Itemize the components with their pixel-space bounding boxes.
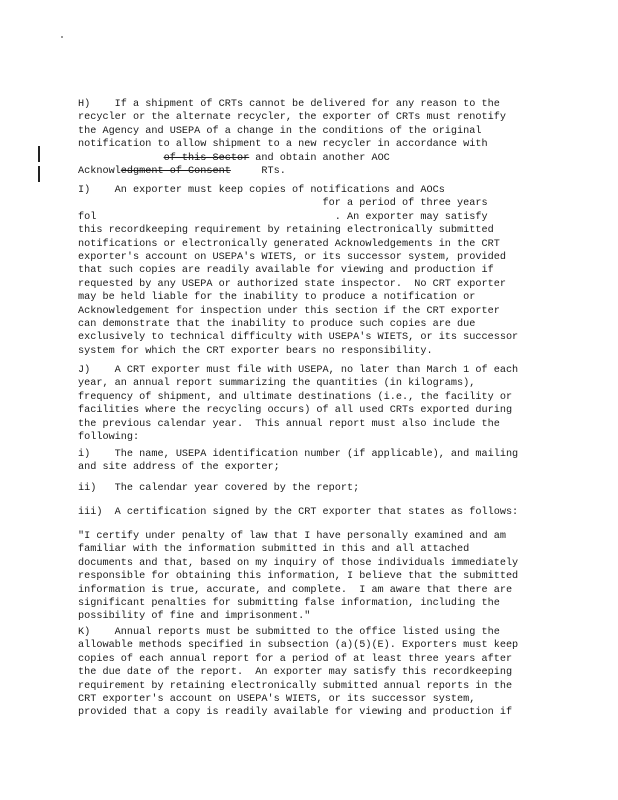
paragraph-k-line-5: requirement by retaining electronically submitted annual reports in the: [78, 680, 513, 692]
line-6-head: Acknowl: [78, 166, 121, 178]
paragraph-j-line-5: the previous calendar year. This annual report must also include the: [78, 418, 500, 430]
paragraph-k-line-6: CRT exporter's account on USEPA's WIETS, or its successor system,: [78, 694, 476, 706]
paragraph-i-line-12: exclusively to technical difficulty with USEPA's WIETS, or its successor: [78, 332, 519, 344]
paragraph-k-line-1: K) Annual reports must be submitted to the office listed using the: [78, 627, 500, 638]
paragraph-j-line-2: year, an annual report summarizing the quantities (in kilograms),: [78, 378, 476, 390]
subitem-i-line-2: and site address of the exporter;: [78, 462, 280, 474]
paragraph-h-line-3: the Agency and USEPA of a change in the conditions of the original: [78, 125, 482, 137]
paragraph-i-line-4: this recordkeeping requirement by retaining electronically submitted: [78, 225, 494, 237]
paragraph-k: [78, 626, 542, 720]
subitem-iii-line-1: iii) A certification signed by the CRT exporter that states as follows:: [78, 507, 519, 518]
paragraph-j-line-1: J) A CRT exporter must file with USEPA, no later than March 1 of each: [78, 365, 519, 376]
certification-quote: [78, 530, 542, 624]
paragraph-i-line-1: I) An exporter must keep copies of notifications and AOCs: [78, 185, 445, 196]
paragraph-j-line-3: frequency of shipment, and ultimate destinations (i.e., the facility or: [78, 391, 513, 403]
paragraph-i-line-9: may be held liable for the inability to produce a notification or: [78, 292, 476, 304]
paragraph-i-line-10: Acknowledgement for inspection under this section if the CRT exporter: [78, 305, 500, 317]
struck-text-sector: of this Sector: [163, 152, 250, 164]
paragraph-i-line-13: system for which the CRT exporter bears no responsibility.: [78, 345, 433, 357]
paragraph-h-line-5: [78, 152, 542, 165]
quote-line-1: "I certify under penalty of law that I have personally examined and am: [78, 531, 506, 542]
revision-bar-1: [38, 146, 40, 162]
paragraph-i: [78, 184, 542, 358]
paragraph-h-line-4: notification to allow shipment to a new recycler in accordance with: [78, 139, 488, 151]
subitem-iii: [78, 506, 542, 519]
paragraph-h-line-2: recycler or the alternate recycler, the exporter of CRTs must renotify: [78, 112, 506, 124]
quote-line-7: possibility of fine and imprisonment.": [78, 611, 311, 623]
paragraph-i-line-3: fol . An exporter may satisfy: [78, 211, 488, 223]
paragraph-i-line-5: notifications or electronically generated Acknowledgements in the CRT: [78, 238, 500, 250]
paragraph-j-line-4: facilities where the recycling occurs) of all used CRTs exported during: [78, 405, 513, 417]
paragraph-h-line-6: [78, 165, 542, 178]
paragraph-i-line-6: exporter's account on USEPA's WIETS, or its successor system, provided: [78, 252, 506, 264]
paragraph-h: [78, 98, 542, 178]
subitem-i-line-1: i) The name, USEPA identification number (if applicable), and mailing: [78, 449, 519, 460]
scan-speck: [61, 36, 63, 38]
line-6-tail: RTs.: [230, 166, 286, 178]
subitem-ii: [78, 482, 542, 495]
paragraph-k-line-7: provided that a copy is readily available for viewing and production if: [78, 707, 513, 719]
paragraph-h-line-1: H) If a shipment of CRTs cannot be delivered for any reason to the: [78, 99, 500, 110]
quote-line-5: information is true, accurate, and complete. I am aware that there are: [78, 584, 513, 596]
paragraph-i-line-7: that such copies are readily available for viewing and production if: [78, 265, 494, 277]
paragraph-j-line-6: following:: [78, 432, 140, 444]
line-5-tail: and obtain another AOC: [249, 152, 390, 164]
paragraph-k-line-2: allowable methods specified in subsection (a)(5)(E). Exporters must keep: [78, 640, 519, 652]
quote-line-6: significant penalties for submitting false information, including the: [78, 598, 500, 610]
paragraph-i-line-11: can demonstrate that the inability to produce such copies are due: [78, 319, 476, 331]
paragraph-j: [78, 364, 542, 444]
paragraph-i-line-2: for a period of three years: [78, 198, 488, 210]
paragraph-i-line-8: requested by any USEPA or authorized state inspector. No CRT exporter: [78, 278, 506, 290]
paragraph-k-line-4: the due date of the report. An exporter may satisfy this recordkeeping: [78, 667, 513, 679]
quote-line-4: responsible for obtaining this information, I believe that the submitted: [78, 571, 519, 583]
struck-text-consent: edgment of Consent: [120, 166, 231, 178]
subitem-i: [78, 448, 542, 475]
quote-line-3: documents and that, based on my inquiry of those individuals immediately: [78, 557, 519, 569]
paragraph-k-line-3: copies of each annual report for a period of at least three years after: [78, 653, 513, 665]
subitem-ii-line-1: ii) The calendar year covered by the report;: [78, 483, 360, 494]
quote-line-2: familiar with the information submitted in this and all attached: [78, 544, 470, 556]
line-5-indent: [78, 153, 164, 164]
revision-bar-2: [38, 166, 40, 182]
